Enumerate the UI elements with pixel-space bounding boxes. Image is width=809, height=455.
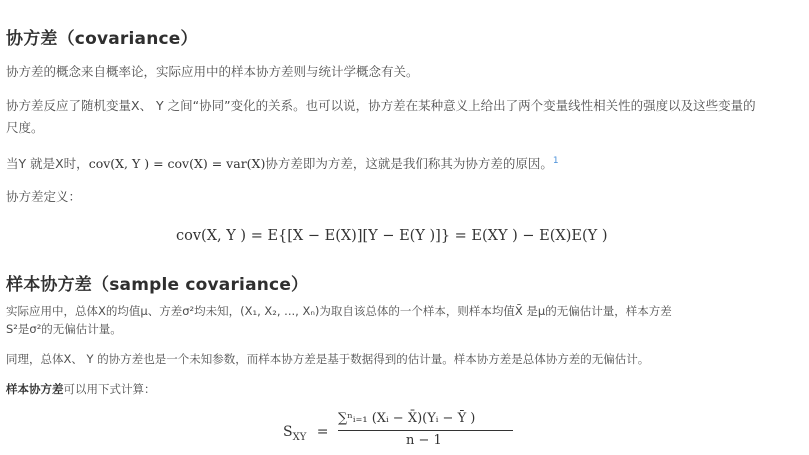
- footnote-link[interactable]: 1: [552, 156, 559, 166]
- section-heading-covariance: 协方差（covariance）: [6, 29, 198, 49]
- paragraph-sample-line2: S²是σ²的无偏估计量。: [6, 322, 122, 336]
- paragraph-formula-intro: [6, 378, 156, 400]
- sample-covariance-fraction: [338, 411, 518, 451]
- paragraph-meaning-line2: 尺度。: [6, 120, 44, 135]
- section-heading-sample-covariance: 样本协方差（sample covariance）: [6, 275, 309, 295]
- fraction-bar: [338, 430, 513, 431]
- formula-lhs-subscript: XY: [292, 431, 307, 443]
- formula-equals: =: [316, 424, 329, 440]
- paragraph-sample-line1: 实际应用中，总体X的均值μ、方差σ²均未知，(X₁, X₂, ..., Xₙ)为取自该总体的一个样本，则样本均值X̄ 是μ的无偏估计量，样本方差: [6, 304, 672, 318]
- formula-lhs-symbol: S: [283, 424, 293, 440]
- covariance-definition-formula: cov(X, Y ) = E{[X − E(X)][Y − E(Y )]} = E(XY ) − E(X)E(Y ): [176, 228, 608, 244]
- fraction-numerator: ∑ⁿᵢ₌₁ (Xᵢ − X̄)(Yᵢ − Ȳ ): [338, 411, 476, 426]
- definition-label: 协方差定义：: [6, 189, 82, 204]
- paragraph-intro: 协方差的概念来自概率论，实际应用中的样本协方差则与统计学概念有关。: [6, 64, 419, 79]
- formula-intro-text: 可以用下式计算：: [63, 382, 156, 396]
- paragraph-variance-post: 协方差即为方差，这就是我们称其为协方差的原因。: [265, 156, 553, 172]
- paragraph-variance-pre: 当Y 就是X时，: [6, 156, 89, 172]
- paragraph-estimator: 同理，总体X、 Y 的协方差也是一个未知参数，而样本协方差是基于数据得到的估计量。样本协方差是总体协方差的无偏估计。: [6, 352, 650, 366]
- paragraph-variance: [6, 150, 559, 175]
- inline-formula-cov-var: cov(X, Y ) = cov(X) = var(X): [88, 156, 266, 172]
- formula-lhs: [283, 424, 329, 443]
- bold-term-sample-covariance: 样本协方差: [6, 382, 64, 396]
- paragraph-meaning-line1: 协方差反应了随机变量X、 Y 之间“协同”变化的关系。也可以说，协方差在某种意义上给出了两个变量线性相关性的强度以及这些变量的: [6, 98, 756, 113]
- fraction-denominator: n − 1: [406, 433, 442, 448]
